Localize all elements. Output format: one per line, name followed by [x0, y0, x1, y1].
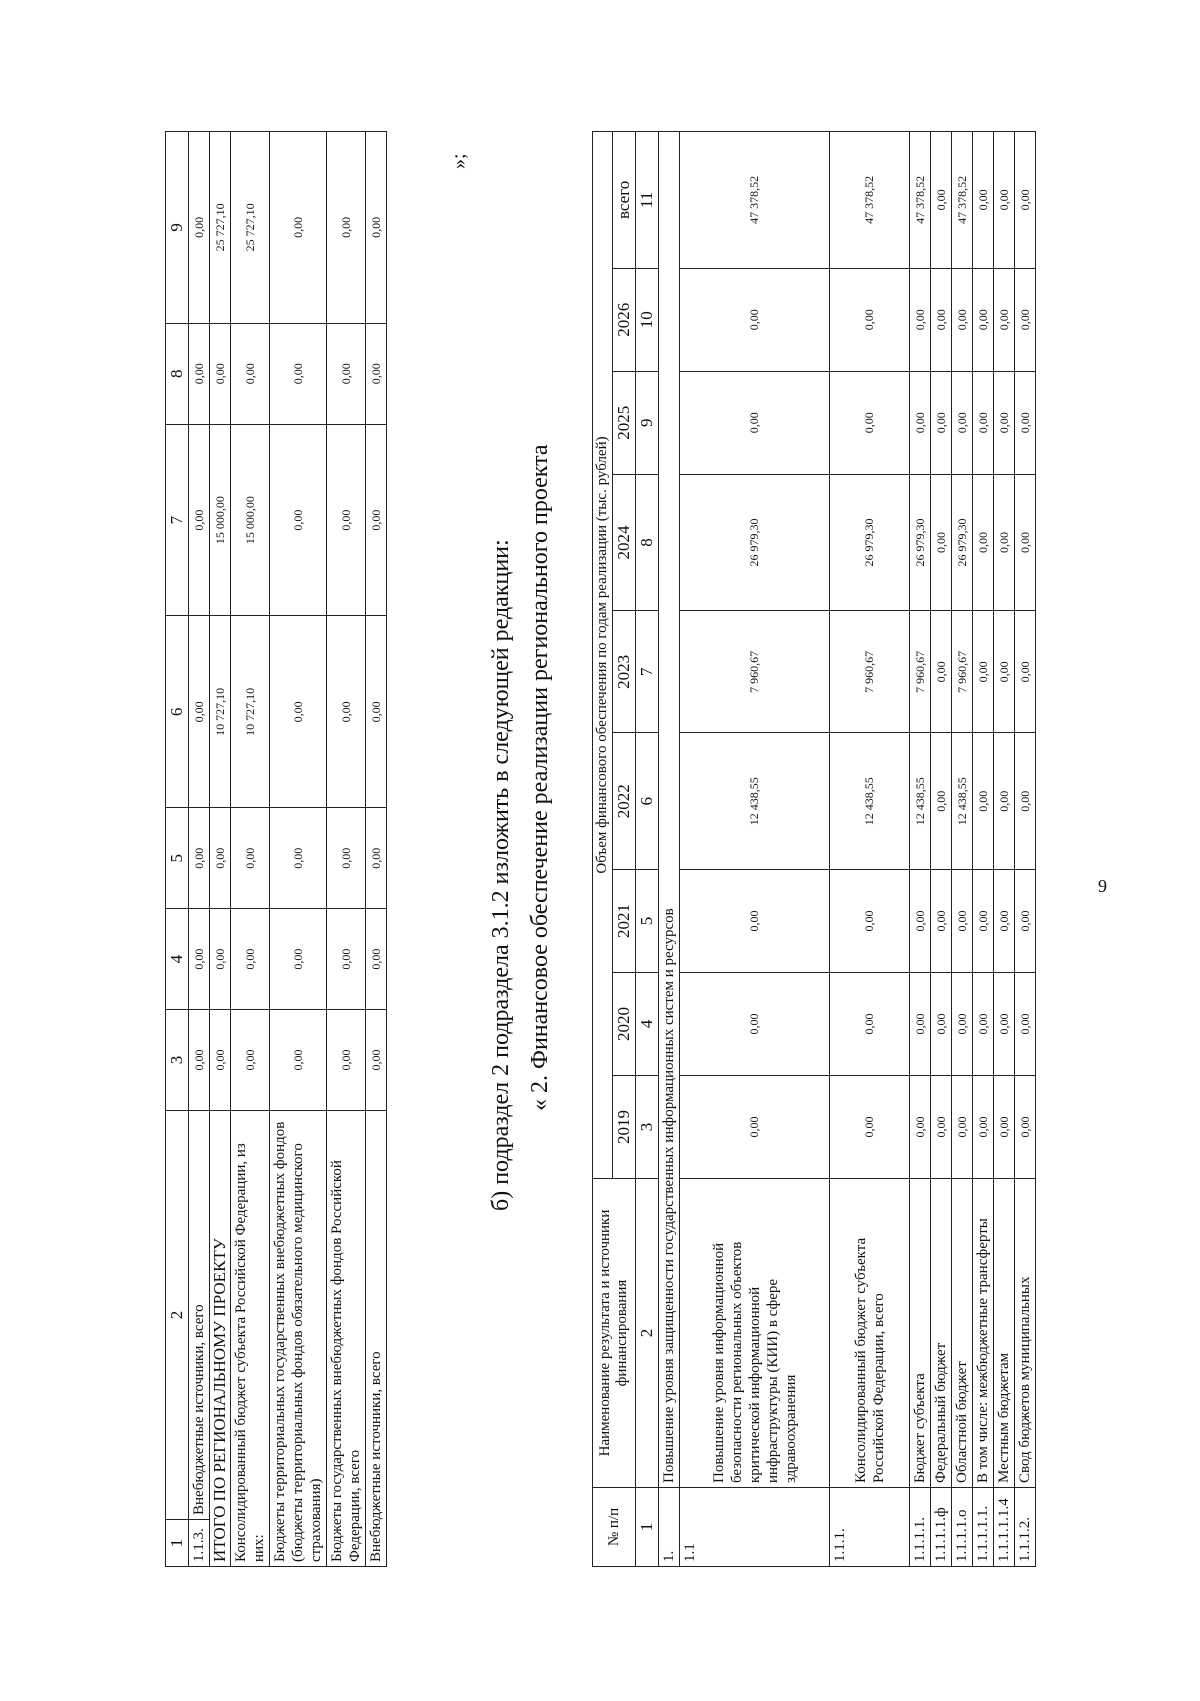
cell: 0,00 — [994, 870, 1015, 973]
row-name: Консолидированный бюджет субъекта Российской Федерации, из них: — [231, 1111, 270, 1567]
year-2020: 2020 — [613, 973, 636, 1076]
cell: 0,00 — [910, 371, 931, 474]
cell: 0,00 — [910, 268, 931, 371]
cell: 0,00 — [189, 616, 210, 808]
cell: 0,00 — [270, 616, 327, 808]
cell: 0,00 — [327, 323, 366, 424]
colnum: 3 — [166, 1010, 189, 1111]
col-np: № п/п — [593, 1488, 636, 1567]
cell: 0,00 — [830, 973, 910, 1076]
cell: 0,00 — [952, 973, 973, 1076]
row-name: Федеральный бюджет — [931, 1179, 952, 1488]
cell: 47 378,52 — [830, 132, 910, 269]
cell: 12 438,55 — [952, 733, 973, 870]
cell: 0,00 — [366, 132, 387, 324]
cell: 0,00 — [231, 1010, 270, 1111]
cell: 0,00 — [366, 808, 387, 909]
cell: 0,00 — [366, 909, 387, 1010]
table-row — [952, 132, 973, 1567]
row-id: 1.1.1. — [830, 1488, 910, 1567]
colnum-row — [636, 132, 659, 1567]
cell: 0,00 — [973, 132, 994, 269]
row-id: 1.1 — [680, 1488, 830, 1567]
cell: 0,00 — [994, 474, 1015, 611]
cell: 0,00 — [952, 870, 973, 973]
table-row — [210, 132, 231, 1567]
table-header-row — [166, 132, 189, 1567]
cell: 12 438,55 — [830, 733, 910, 870]
cell: 25 727,10 — [210, 132, 231, 324]
cell: 26 979,30 — [910, 474, 931, 611]
row-name: Консолидированный бюджет субъекта Российской Федерации, всего — [830, 1179, 910, 1488]
colnum: 4 — [636, 973, 659, 1076]
row-id: 1.1.1.1. — [910, 1488, 931, 1567]
cell: 0,00 — [1015, 870, 1036, 973]
cell: 0,00 — [680, 870, 830, 973]
cell: 0,00 — [931, 268, 952, 371]
cell: 12 438,55 — [680, 733, 830, 870]
cell: 0,00 — [830, 870, 910, 973]
table-row — [270, 132, 327, 1567]
cell: 15 000,00 — [210, 424, 231, 616]
cell: 26 979,30 — [952, 474, 973, 611]
cell: 0,00 — [952, 371, 973, 474]
colnum: 8 — [166, 323, 189, 424]
cell: 0,00 — [994, 733, 1015, 870]
cell: 26 979,30 — [680, 474, 830, 611]
year-2026: 2026 — [613, 268, 636, 371]
cell: 0,00 — [270, 909, 327, 1010]
cell: 0,00 — [231, 909, 270, 1010]
table-row — [366, 132, 387, 1567]
cell: 0,00 — [994, 268, 1015, 371]
cell: 0,00 — [1015, 611, 1036, 733]
row-id: 1.1.1.2. — [1015, 1488, 1036, 1567]
colnum: 4 — [166, 909, 189, 1010]
cell: 0,00 — [270, 323, 327, 424]
row-name: Местным бюджетам — [994, 1179, 1015, 1488]
cell: 0,00 — [1015, 973, 1036, 1076]
table-row — [830, 132, 910, 1567]
cell: 0,00 — [931, 973, 952, 1076]
financing-table — [592, 131, 1036, 1567]
cell: 0,00 — [270, 424, 327, 616]
colnum: 11 — [636, 132, 659, 269]
section-row — [659, 132, 680, 1567]
cell: 0,00 — [189, 132, 210, 324]
cell: 0,00 — [973, 733, 994, 870]
cell: 0,00 — [210, 323, 231, 424]
cell: 0,00 — [1015, 132, 1036, 269]
cell: 0,00 — [952, 1076, 973, 1179]
cell: 0,00 — [270, 1010, 327, 1111]
cell: 10 727,10 — [210, 616, 231, 808]
cell: 7 960,67 — [830, 611, 910, 733]
section-text: Повышение уровня защищенности государственных информационных систем и ресурсов — [659, 132, 680, 1488]
table-row — [189, 132, 210, 1567]
cell: 0,00 — [910, 870, 931, 973]
section-heading: б) подраздел 2 подраздела 3.1.2 изложить в следующей редакции: — [488, 539, 514, 1211]
cell: 0,00 — [189, 808, 210, 909]
table-row — [327, 132, 366, 1567]
cell: 0,00 — [830, 1076, 910, 1179]
cell: 47 378,52 — [910, 132, 931, 269]
colnum: 2 — [166, 1111, 189, 1520]
cell: 0,00 — [931, 371, 952, 474]
cell: 0,00 — [189, 1010, 210, 1111]
row-name: В том числе: межбюджетные трансферты — [973, 1179, 994, 1488]
cell: 0,00 — [270, 132, 327, 324]
year-2019: 2019 — [613, 1076, 636, 1179]
page-number: 9 — [1098, 876, 1107, 896]
cell: 47 378,52 — [680, 132, 830, 269]
year-2025: 2025 — [613, 371, 636, 474]
cell: 0,00 — [1015, 474, 1036, 611]
table-row — [994, 132, 1015, 1567]
cell: 15 000,00 — [231, 424, 270, 616]
colnum: 7 — [636, 611, 659, 733]
colnum: 6 — [636, 733, 659, 870]
table-row — [680, 132, 830, 1567]
cell: 0,00 — [327, 616, 366, 808]
table-row — [1015, 132, 1036, 1567]
year-2023: 2023 — [613, 611, 636, 733]
year-2024: 2024 — [613, 474, 636, 611]
cell: 0,00 — [994, 1076, 1015, 1179]
cell: 0,00 — [231, 808, 270, 909]
cell: 0,00 — [210, 808, 231, 909]
cell: 0,00 — [1015, 1076, 1036, 1179]
colnum: 7 — [166, 424, 189, 616]
table-row — [910, 132, 931, 1567]
cell: 0,00 — [910, 1076, 931, 1179]
cell: 0,00 — [231, 323, 270, 424]
cell: 7 960,67 — [952, 611, 973, 733]
table-row — [931, 132, 952, 1567]
colnum: 8 — [636, 474, 659, 611]
year-2022: 2022 — [613, 733, 636, 870]
cell: 0,00 — [994, 611, 1015, 733]
cell: 7 960,67 — [910, 611, 931, 733]
colnum: 1 — [636, 1488, 659, 1567]
cell: 7 960,67 — [680, 611, 830, 733]
closing-quote: »; — [448, 153, 470, 169]
cell: 0,00 — [189, 323, 210, 424]
cell: 0,00 — [973, 1076, 994, 1179]
table-row — [231, 132, 270, 1567]
cell: 0,00 — [680, 973, 830, 1076]
colnum: 9 — [166, 132, 189, 324]
cell: 0,00 — [210, 909, 231, 1010]
cell: 0,00 — [327, 424, 366, 616]
cell: 0,00 — [270, 808, 327, 909]
cell: 0,00 — [830, 371, 910, 474]
row-name: Внебюджетные источники, всего — [366, 1111, 387, 1567]
year-total: всего — [613, 132, 636, 269]
cell: 0,00 — [1015, 268, 1036, 371]
table-row — [973, 132, 994, 1567]
cell: 0,00 — [994, 371, 1015, 474]
cell: 0,00 — [994, 973, 1015, 1076]
col-volume: Объем финансового обеспечения по годам реализации (тыс. рублей) — [593, 132, 613, 1179]
cell: 0,00 — [952, 268, 973, 371]
cell: 0,00 — [366, 424, 387, 616]
colnum: 5 — [636, 870, 659, 973]
section-subheading: « 2. Финансовое обеспечение реализации регионального проекта — [527, 444, 553, 1111]
cell: 0,00 — [910, 973, 931, 1076]
row-name: Бюджеты территориальных государственных внебюджетных фондов (бюджеты территориальных фондов обязательного медицинского страхования) — [270, 1111, 327, 1567]
cell: 0,00 — [680, 1076, 830, 1179]
cell: 0,00 — [931, 733, 952, 870]
colnum: 3 — [636, 1076, 659, 1179]
row-name: ИТОГО ПО РЕГИОНАЛЬНОМУ ПРОЕКТУ — [210, 1111, 231, 1567]
cell: 0,00 — [931, 1076, 952, 1179]
cell: 0,00 — [327, 132, 366, 324]
row-id: 1.1.3. — [189, 1520, 210, 1567]
cell: 0,00 — [973, 611, 994, 733]
cell: 0,00 — [973, 268, 994, 371]
colnum: 6 — [166, 616, 189, 808]
cell: 0,00 — [327, 808, 366, 909]
cell: 0,00 — [366, 616, 387, 808]
cell: 0,00 — [210, 1010, 231, 1111]
cell: 0,00 — [931, 474, 952, 611]
cell: 0,00 — [680, 371, 830, 474]
row-name: Повышение уровня информационной безопасности региональных объектов критической информационной инфраструктуры (КИИ) в сфере здравоохранения — [680, 1179, 830, 1488]
financing-table-top — [165, 131, 387, 1567]
row-id: 1.1.1.1.1. — [973, 1488, 994, 1567]
colnum: 5 — [166, 808, 189, 909]
colnum: 2 — [636, 1179, 659, 1488]
cell: 0,00 — [327, 909, 366, 1010]
cell: 25 727,10 — [231, 132, 270, 324]
cell: 0,00 — [189, 909, 210, 1010]
col-name: Наименование результата и источники финансирования — [593, 1179, 636, 1488]
row-name: Внебюджетные источники, всего — [189, 1111, 210, 1520]
cell: 0,00 — [973, 973, 994, 1076]
cell: 0,00 — [994, 132, 1015, 269]
row-name: Бюджет субъекта — [910, 1179, 931, 1488]
cell: 0,00 — [973, 474, 994, 611]
cell: 0,00 — [1015, 733, 1036, 870]
cell: 0,00 — [189, 424, 210, 616]
cell: 0,00 — [830, 268, 910, 371]
row-id: 1. — [659, 1488, 680, 1567]
cell: 0,00 — [931, 870, 952, 973]
row-id: 1.1.1.1.ф — [931, 1488, 952, 1567]
cell: 12 438,55 — [910, 733, 931, 870]
cell: 0,00 — [1015, 371, 1036, 474]
year-2021: 2021 — [613, 870, 636, 973]
colnum: 9 — [636, 371, 659, 474]
cell: 47 378,52 — [952, 132, 973, 269]
row-name: Областной бюджет — [952, 1179, 973, 1488]
table-header-row — [593, 132, 613, 1567]
cell: 26 979,30 — [830, 474, 910, 611]
colnum: 10 — [636, 268, 659, 371]
cell: 0,00 — [931, 132, 952, 269]
cell: 0,00 — [366, 1010, 387, 1111]
cell: 0,00 — [680, 268, 830, 371]
colnum: 1 — [166, 1520, 189, 1567]
cell: 10 727,10 — [231, 616, 270, 808]
row-id: 1.1.1.1.1.4 — [994, 1488, 1015, 1567]
cell: 0,00 — [973, 870, 994, 973]
row-name: Бюджеты государственных внебюджетных фондов Российской Федерации, всего — [327, 1111, 366, 1567]
row-id: 1.1.1.1.о — [952, 1488, 973, 1567]
cell: 0,00 — [366, 323, 387, 424]
cell: 0,00 — [327, 1010, 366, 1111]
cell: 0,00 — [973, 371, 994, 474]
cell: 0,00 — [931, 611, 952, 733]
row-name: Свод бюджетов муниципальных — [1015, 1179, 1036, 1488]
